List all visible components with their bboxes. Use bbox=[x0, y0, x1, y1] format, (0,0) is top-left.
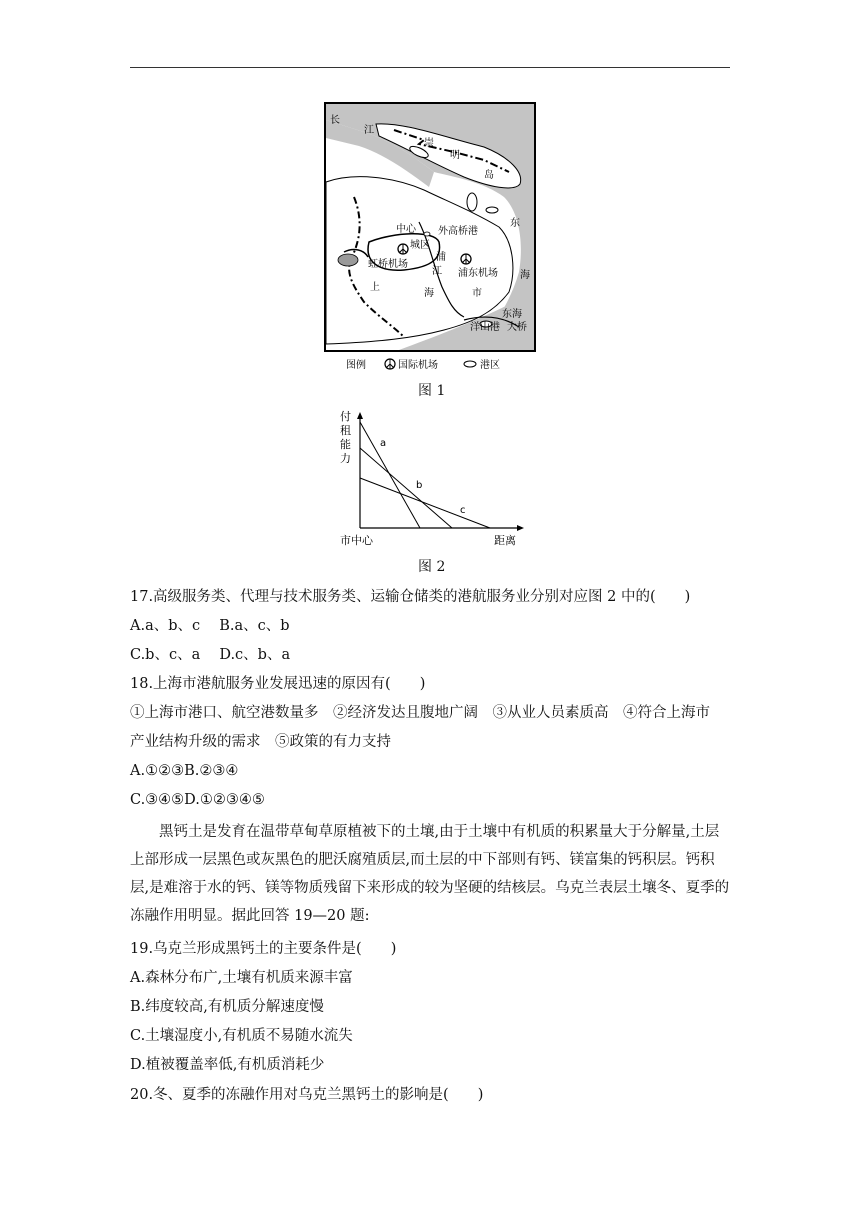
question-19-option-d: D.植被覆盖率低,有机质消耗少 bbox=[130, 1057, 325, 1073]
label-daqiao: 大桥 bbox=[507, 322, 527, 333]
ylabel-char-1: 付 bbox=[340, 410, 351, 423]
question-19-option-c: C.土壤湿度小,有机质不易随水流失 bbox=[130, 1028, 353, 1044]
label-chang: 长 bbox=[330, 115, 340, 126]
label-shang: 上 bbox=[370, 282, 380, 293]
reading-passage: 黑钙土是发育在温带草甸草原植被下的土壤,由于土壤中有机质的积累量大于分解量,土层上部形成一层黑色或灰黑色的肥沃腐殖质层,而土层的中下部则有钙、镁富集的钙积层。钙积层,是难溶于水的钙、镁等物质残留下来形成的较为坚硬的结核层。乌克兰表层土壤冬、夏季的冻融作用明显。据此回答 19—20 题: bbox=[130, 824, 730, 924]
ylabel-char-3: 能 bbox=[340, 438, 351, 451]
legend-airport: 国际机场 bbox=[398, 360, 438, 371]
label-waigaoqiao: 外高桥港 bbox=[438, 226, 478, 237]
label-yangshan: 洋山港 bbox=[470, 322, 500, 333]
bid-rent-chart bbox=[334, 408, 534, 552]
label-hongqiao: 虹桥机场 bbox=[368, 259, 408, 270]
question-18-statements-2: 产业结构升级的需求 ⑤政策的有力支持 bbox=[130, 734, 391, 750]
question-17-options-ab: A.a、b、c B.a、c、b bbox=[130, 618, 290, 634]
label-dong: 东 bbox=[510, 218, 520, 229]
question-19-option-a: A.森林分布广,土壤有机质来源丰富 bbox=[130, 970, 353, 986]
question-17-stem: 17.高级服务类、代理与技术服务类、运输仓储类的港航服务业分别对应图 2 中的( ) bbox=[130, 589, 691, 605]
label-shi: 市 bbox=[472, 288, 482, 299]
label-hai-city: 海 bbox=[424, 288, 434, 299]
label-center1: 中心 bbox=[396, 224, 416, 235]
label-pu: 浦 bbox=[436, 252, 446, 263]
question-17-options-cd: C.b、c、a D.c、b、a bbox=[130, 647, 291, 663]
label-jiang: 江 bbox=[364, 125, 374, 136]
shanghai-map-figure bbox=[324, 102, 536, 372]
question-20-stem: 20.冬、夏季的冻融作用对乌克兰黑钙土的影响是( ) bbox=[130, 1087, 484, 1103]
series-c-line bbox=[360, 478, 490, 528]
question-19-stem: 19.乌克兰形成黑钙土的主要条件是( ) bbox=[130, 941, 397, 957]
label-hai-sea: 海 bbox=[520, 270, 530, 281]
label-jiang2: 江 bbox=[432, 266, 442, 277]
figure1-caption: 图 1 bbox=[418, 383, 446, 399]
label-dao: 岛 bbox=[484, 170, 494, 181]
series-a-label: a bbox=[380, 438, 387, 449]
question-19-option-b: B.纬度较高,有机质分解速度慢 bbox=[130, 999, 324, 1015]
series-c-label: c bbox=[460, 505, 466, 516]
series-b-line bbox=[360, 448, 452, 528]
figure2-caption: 图 2 bbox=[418, 559, 446, 575]
question-18-options-cd: C.③④⑤D.①②③④⑤ bbox=[130, 792, 265, 808]
question-18-statements-1: ①上海市港口、航空港数量多 ②经济发达且腹地广阔 ③从业人员素质高 ④符合上海市 bbox=[130, 705, 710, 721]
origin-label: 市中心 bbox=[340, 534, 373, 547]
series-b-label: b bbox=[416, 480, 423, 491]
label-pudong: 浦东机场 bbox=[458, 268, 498, 279]
series-a-line bbox=[360, 422, 423, 528]
question-18-options-ab: A.①②③B.②③④ bbox=[130, 763, 239, 779]
label-donghai: 东海 bbox=[502, 309, 522, 320]
ylabel-char-4: 力 bbox=[340, 452, 351, 465]
xlabel: 距离 bbox=[494, 534, 516, 547]
label-chong: 崇 bbox=[424, 138, 434, 149]
ylabel-char-2: 租 bbox=[340, 424, 351, 437]
legend-title: 图例 bbox=[346, 360, 366, 371]
label-center2: 城区 bbox=[410, 240, 430, 251]
header-rule bbox=[130, 67, 730, 68]
question-18-stem: 18.上海市港航服务业发展迅速的原因有( ) bbox=[130, 676, 426, 692]
label-ming: 明 bbox=[450, 150, 460, 161]
legend-port: 港区 bbox=[480, 360, 500, 371]
